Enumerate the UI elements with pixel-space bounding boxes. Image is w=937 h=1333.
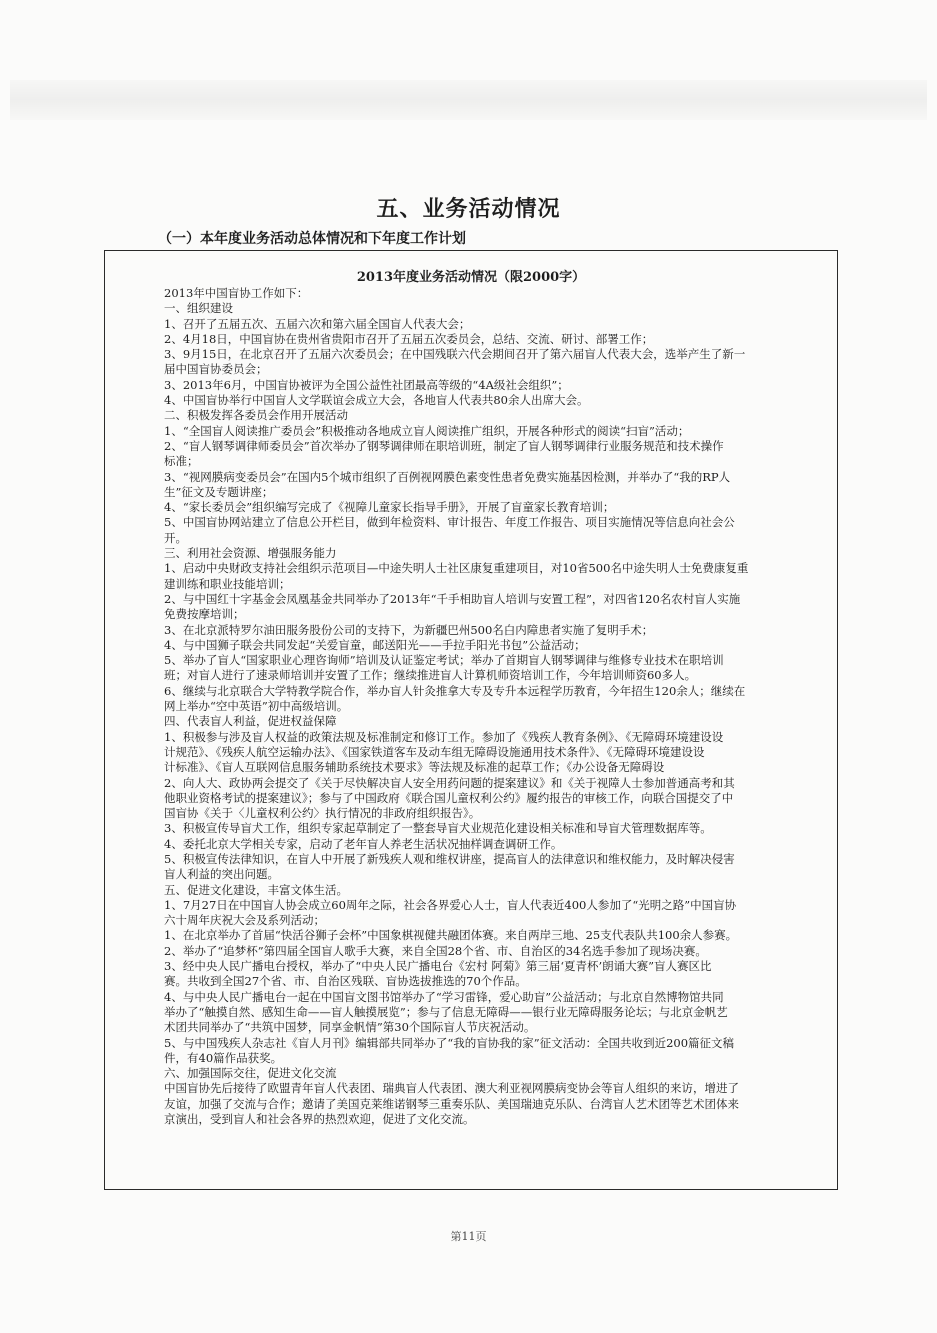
text-line: 计规范》、《残疾人航空运输办法》、《国家铁道客车及动车组无障碍设施通用技术条件》、《无障碍环境建设设 — [164, 744, 705, 759]
box-title: 2013年度业务活动情况（限2000字） — [356, 270, 586, 285]
text-line: 4、“家长委员会”组织编写完成了《视障儿童家长指导手册》，开展了盲童家长教育培训； — [164, 500, 615, 515]
text-line: 六、加强国际交往，促进文化交流 — [164, 1066, 337, 1081]
text-line: 1、7月27日在中国盲人协会成立60周年之际，社会各界爱心人士，盲人代表近400人参加了“光明之路”中国盲协 — [164, 897, 737, 912]
text-line: 5、中国盲协网站建立了信息公开栏目，做到年检资料、审计报告、年度工作报告、项目实施情况等信息向社会公 — [164, 515, 735, 530]
text-line: 网上举办“空中英语”初中高级培训。 — [164, 699, 349, 714]
text-line: 标准； — [164, 454, 199, 469]
text-line: 2、“盲人钢琴调律师委员会”首次举办了钢琴调律师在职培训班，制定了盲人钢琴调律行业服务规范和技术操作 — [164, 438, 724, 453]
text-line: 中国盲协先后接待了欧盟青年盲人代表团、瑞典盲人代表团、澳大利亚视网膜病变协会等盲人组织的来访，增进了 — [164, 1081, 739, 1096]
text-line: 举办了“触摸自然、感知生命——盲人触摸展览”；参与了信息无障碍——银行业无障碍服务论坛；与北京金帆艺 — [164, 1004, 728, 1019]
text-line: 班；对盲人进行了速录师培训并安置了工作；继续推进盲人计算机师资培训工作，今年培训师资60多人。 — [164, 668, 697, 683]
text-line: 6、继续与北京联合大学特教学院合作，举办盲人针灸推拿大专及专升本远程学历教育，今年招生120余人；继续在 — [164, 683, 746, 698]
text-line: 一、组织建设 — [164, 301, 233, 316]
text-line: 四、代表盲人利益，促进权益保障 — [164, 714, 337, 729]
text-line: 国盲协《关于〈儿童权利公约〉执行情况的非政府组织报告》。 — [164, 806, 481, 821]
text-line: 3、在北京派特罗尔油田服务股份公司的支持下，为新疆巴州500名白内障患者实施了复明手术； — [164, 622, 654, 637]
text-line: 4、与中央人民广播电台一起在中国盲文图书馆举办了“学习雷锋，爱心助盲”公益活动；与北京自然博物馆共同 — [164, 989, 724, 1004]
text-line: 件，有40篇作品获奖。 — [164, 1050, 283, 1065]
page-number: 第11页 — [450, 1230, 487, 1243]
text-line: 3、2013年6月，中国盲协被评为全国公益性社团最高等级的“4A级社会组织”； — [164, 377, 569, 392]
text-line: 三、利用社会资源、增强服务能力 — [164, 546, 337, 561]
text-line: 5、积极宣传法律知识，在盲人中开展了新残疾人观和维权讲座，提高盲人的法律意识和维权能力，及时解决侵害 — [164, 851, 735, 866]
text-line: 届中国盲协委员会； — [164, 362, 268, 377]
text-line: 京演出，受到盲人和社会各界的热烈欢迎，促进了文化交流。 — [164, 1112, 475, 1127]
text-line: 3、积极宣传导盲犬工作，组织专家起草制定了一整套导盲犬业规范化建设相关标准和导盲犬管理数据库等。 — [164, 821, 712, 836]
text-line: 2、向人大、政协两会提交了《关于尽快解决盲人安全用药问题的提案建议》和《关于视障人士参加普通高考和其 — [164, 775, 735, 790]
text-line: 3、9月15日，在北京召开了五届六次委员会；在中国残联六代会期间召开了第六届盲人代表大会，选举产生了新一 — [164, 347, 746, 362]
text-line: 5、举办了盲人“国家职业心理咨询师”培训及认证鉴定考试；举办了首期盲人钢琴调律与维修专业技术在职培训 — [164, 653, 724, 668]
text-line: 他职业资格考试的提案建议》；参与了中国政府《联合国儿童权利公约》履约报告的审核工作，向联合国提交了中 — [164, 790, 734, 805]
text-line: 4、中国盲协举行中国盲人文学联谊会成立大会，各地盲人代表共80余人出席大会。 — [164, 393, 589, 408]
activity-report-body — [164, 286, 830, 1127]
text-line: 2、4月18日，中国盲协在贵州省贵阳市召开了五届五次委员会，总结、交流、研讨、部署工作； — [164, 331, 654, 346]
text-line: 4、委托北京大学相关专家，启动了老年盲人养老生活状况抽样调查调研工作。 — [164, 836, 563, 851]
text-line: 4、与中国狮子联会共同发起“关爱盲童，邮送阳光——手拉手阳光书包”公益活动； — [164, 637, 586, 652]
text-line: 2、与中国红十字基金会凤凰基金共同举办了2013年“千手相助盲人培训与安置工程”，对四省120名农村盲人实施 — [164, 591, 741, 606]
text-line: 生”征文及专题讲座； — [164, 484, 274, 499]
text-line: 2、举办了“追梦杯”第四届全国盲人歌手大赛，来自全国28个省、市、自治区的34名选手参加了现场决赛。 — [164, 943, 707, 958]
subsection-title: （一）本年度业务活动总体情况和下年度工作计划 — [158, 231, 466, 247]
text-line: 计标准》、《盲人互联网信息服务辅助系统技术要求》等法规及标准的起草工作；《办公设备无障碍设 — [164, 760, 665, 775]
text-line: 1、“全国盲人阅读推广委员会”积极推动各地成立盲人阅读推广组织，开展各种形式的阅读“扫盲”活动； — [164, 423, 690, 438]
text-line: 赛。共收到全国27个省、市、自治区残联、盲协选拔推选的70个作品。 — [164, 974, 527, 989]
section-title: 五、业务活动情况 — [376, 196, 561, 222]
text-line: 2013年中国盲协工作如下： — [164, 286, 309, 300]
text-line: 1、启动中央财政支持社会组织示范项目—中途失明人士社区康复重建项目，对10省500名中途失明人士免费康复重 — [164, 561, 749, 576]
text-line: 1、召开了五届五次、五届六次和第六届全国盲人代表大会； — [164, 316, 471, 331]
text-line: 盲人利益的突出问题。 — [164, 867, 279, 882]
text-line: 六十周年庆祝大会及系列活动； — [164, 913, 325, 928]
text-line: 建训练和职业技能培训； — [164, 576, 291, 591]
text-line: 二、积极发挥各委员会作用开展活动 — [164, 408, 348, 423]
text-line: 1、积极参与涉及盲人权益的政策法规及标准制定和修订工作。参加了《残疾人教育条例》、《无障碍环境建设设 — [164, 729, 724, 744]
text-line: 3、经中央人民广播电台授权，举办了“中央人民广播电台《宏村 阿菊》第三届‘夏青杯’朗诵大赛”盲人赛区比 — [164, 959, 712, 974]
scan-shadow — [10, 80, 927, 120]
text-line: 友谊，加强了交流与合作；邀请了美国克莱维诺钢琴三重奏乐队、美国瑞迪克乐队、台湾盲人艺术团等艺术团体来 — [164, 1096, 739, 1111]
text-line: 免费按摩培训； — [164, 607, 245, 622]
text-line: 开。 — [164, 530, 187, 545]
text-line: 5、与中国残疾人杂志社《盲人月刊》编辑部共同举办了“我的盲协我的家”征文活动：全国共收到近200篇征文稿 — [164, 1035, 735, 1050]
text-line: 术团共同举办了“共筑中国梦，同享金帆情”第30个国际盲人节庆祝活动。 — [164, 1020, 536, 1035]
text-line: 1、在北京举办了首届“快活谷狮子会杯”中国象棋视健共融团体赛。来自两岸三地、25支代表队共100余人参赛。 — [164, 928, 738, 943]
text-line: 五、促进文化建设，丰富文体生活。 — [164, 882, 348, 897]
text-line: 3、“视网膜病变委员会”在国内5个城市组织了百例视网膜色素变性患者免费实施基因检测，并举办了“我的RP人 — [164, 469, 731, 484]
